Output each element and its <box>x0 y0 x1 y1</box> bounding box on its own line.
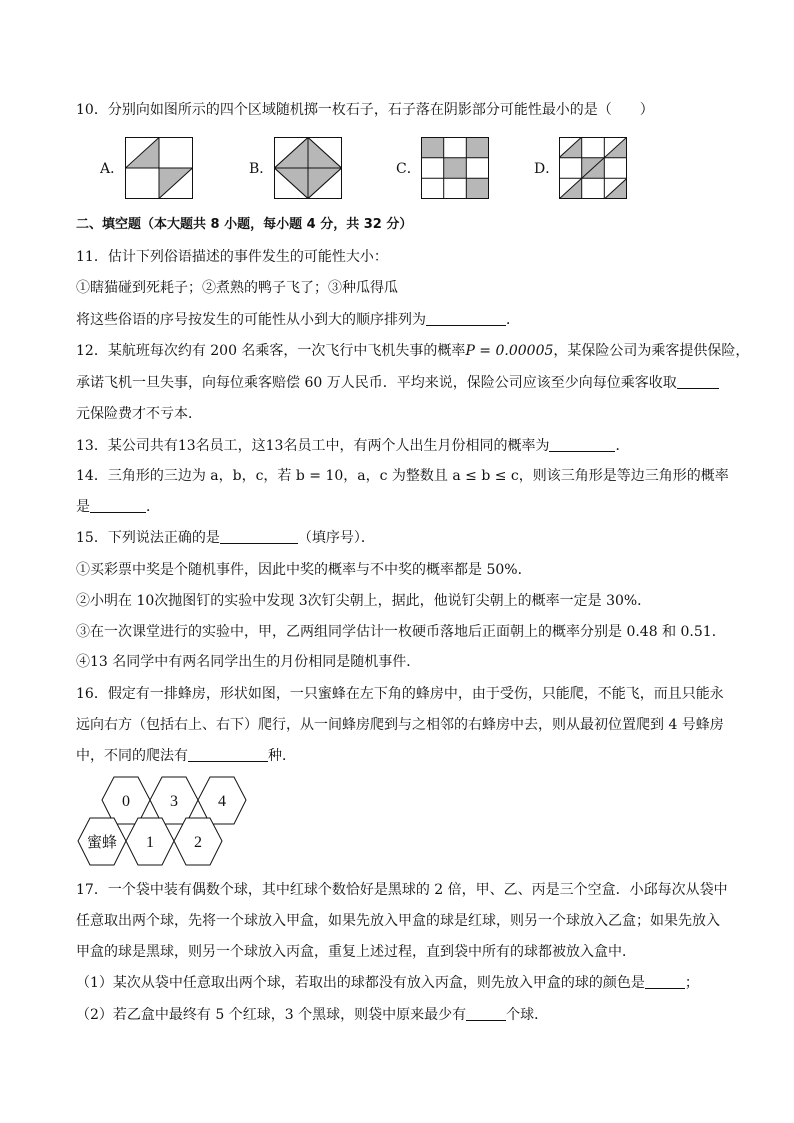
q12-line3: 元保险费才不亏本． <box>76 406 202 422</box>
q16-line2: 远向右方（包括右上、右下）爬行，从一间蜂房爬到与之相邻的右蜂房中去，则从最初位置爬到 4 号蜂房 <box>76 717 724 733</box>
q11-line3: 将这些俗语的序号按发生的可能性从小到大的顺序排列为 ． <box>76 312 520 328</box>
q15-statement-4: ④13 名同学中有两名同学出生的月份相同是随机事件． <box>76 654 421 670</box>
q15-line1: 15．下列说法正确的是 （填序号）． <box>76 530 375 546</box>
q16-line3: 中，不同的爬法有 种． <box>76 748 296 764</box>
q17-part2: （2）若乙盒中最终有 5 个红球，3 个黑球，则袋中原来最少有 个球． <box>76 1007 549 1023</box>
cell-label-3: 3 <box>170 793 178 810</box>
answer-blank[interactable] <box>466 1006 506 1021</box>
honeycomb-figure <box>76 774 248 868</box>
q13-line1: 13．某公司共有13名员工，这13名员工中，有两个人出生月份相同的概率为 ． <box>76 438 630 454</box>
answer-blank[interactable] <box>645 974 685 989</box>
section-2-title: 二、填空题（本大题共 8 小题，每小题 4 分，共 32 分） <box>76 217 413 232</box>
answer-blank[interactable] <box>90 498 146 513</box>
figure-c <box>421 137 489 199</box>
q14-line2: 是 ． <box>76 499 160 515</box>
answer-blank[interactable] <box>426 311 506 326</box>
q12-line2: 承诺飞机一旦失事，向每位乘客赔偿 60 万人民币．平均来说，保险公司应该至少向每位乘客收取 <box>76 373 719 393</box>
answer-blank[interactable] <box>188 747 268 762</box>
figure-a <box>125 137 193 199</box>
q15-statement-1: ①买彩票中奖是个随机事件，因此中奖的概率与不中奖的概率都是 50%． <box>76 562 532 578</box>
q15-statement-2: ②小明在 10次抛图钉的实验中发现 3次钉尖朝上，据此，他说钉尖朝上的概率一定是 30%． <box>76 593 652 609</box>
cell-label-1: 1 <box>146 834 154 851</box>
option-a-label: A． <box>100 161 125 177</box>
figure-b <box>274 137 342 199</box>
answer-blank[interactable] <box>677 374 719 389</box>
q17-line1: 17．一个袋中装有偶数个球，其中红球个数恰好是黑球的 2 倍，甲、乙、丙是三个空盒．小邱每次从袋中 <box>76 882 728 898</box>
q11-line2: ①瞎猫碰到死耗子；②煮熟的鸭子飞了；③种瓜得瓜 <box>76 280 398 296</box>
answer-blank[interactable] <box>220 529 298 544</box>
cell-label-4: 4 <box>218 793 226 810</box>
option-c-label: C． <box>396 161 421 177</box>
option-d-label: D． <box>534 161 560 177</box>
q14-line1: 14．三角形的三边为 a，b，c，若 b = 10，a，c 为整数且 a ≤ b ≤ c，则该三角形是等边三角形的概率 <box>76 468 729 484</box>
option-b-label: B． <box>249 161 274 177</box>
q10-stem: 10．分别向如图所示的四个区域随机掷一枚石子，石子落在阴影部分可能性最小的是（ ） <box>76 102 654 118</box>
q12-line1: 12．某航班每次约有 200 名乘客，一次飞行中飞机失事的概率P = 0.00005，某保险公司为乘客提供保险， <box>76 343 750 359</box>
q17-line3: 甲盒的球是黑球，则另一个球放入丙盒，重复上述过程，直到袋中所有的球都被放入盒中． <box>76 944 636 960</box>
q16-line1: 16．假定有一排蜂房，形状如图，一只蜜蜂在左下角的蜂房中，由于受伤，只能爬，不能飞，而且只能永 <box>76 686 724 702</box>
q17-line2: 任意取出两个球，先将一个球放入甲盒，如果先放入甲盒的球是红球，则另一个球放入乙盒；如果先放入 <box>76 913 720 929</box>
answer-blank[interactable] <box>549 437 615 452</box>
cell-label-2: 2 <box>194 834 202 851</box>
cell-label-bee: 蜜蜂 <box>86 835 118 851</box>
cell-label-0: 0 <box>122 793 130 810</box>
q15-statement-3: ③在一次课堂进行的实验中，甲，乙两组同学估计一枚硬币落地后正面朝上的概率分别是 0.48 和 0.51． <box>76 624 726 640</box>
q11-line1: 11．估计下列俗语描述的事件发生的可能性大小： <box>76 249 388 265</box>
q17-part1: （1）某次从袋中任意取出两个球，若取出的球都没有放入丙盒，则先放入甲盒的球的颜色是 ； <box>76 975 699 991</box>
figure-d <box>559 137 627 199</box>
